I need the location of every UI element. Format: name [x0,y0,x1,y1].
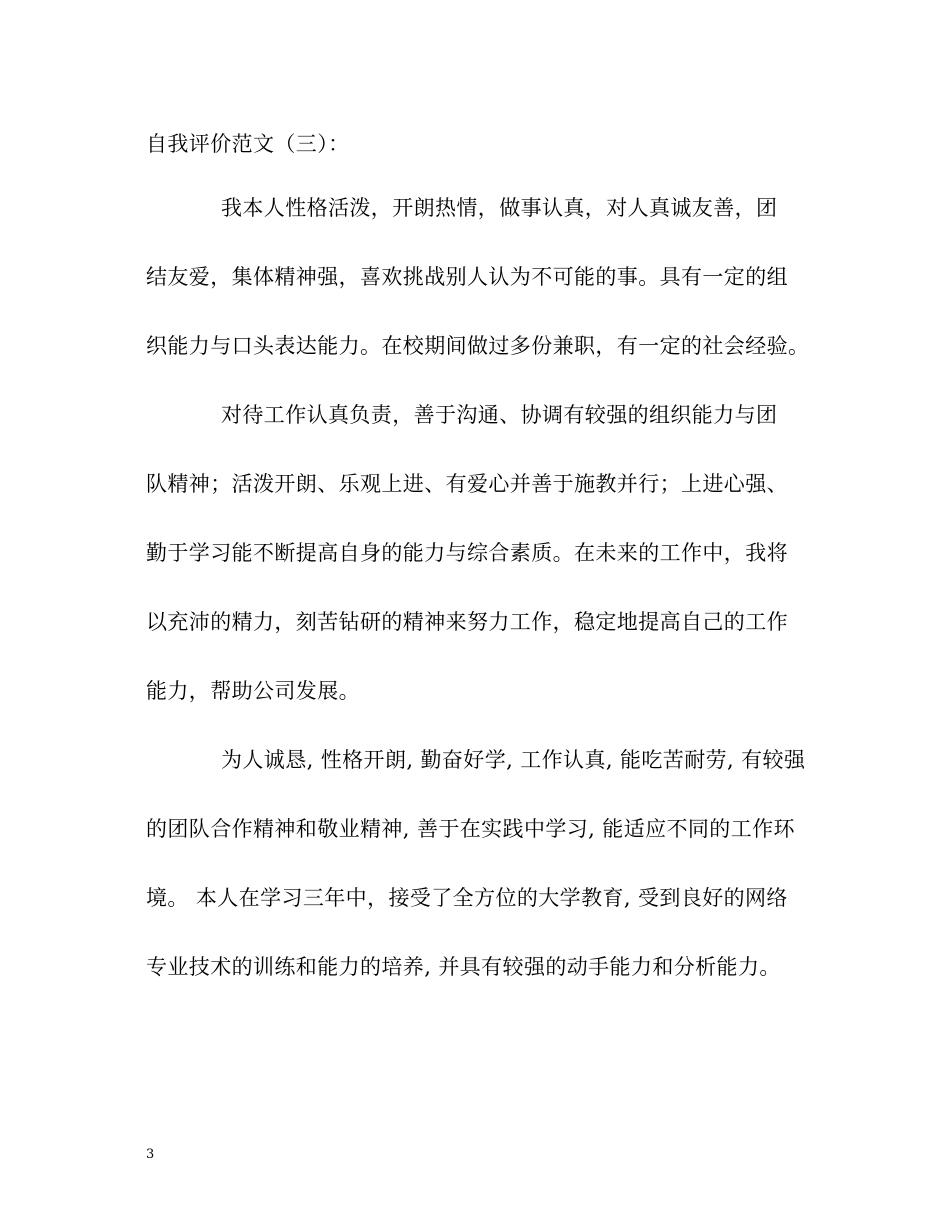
paragraph-line: 以充沛的精力，刻苦钻研的精神来努力工作，稳定地提高自己的工作 [146,610,788,634]
paragraph-line: 能力，帮助公司发展。 [146,679,360,703]
paragraph-line: 我本人性格活泼，开朗热情，做事认真，对人真诚友善，团 [221,196,778,220]
paragraph-line: 境。 本人在学习三年中，接受了全方位的大学教育, 受到良好的网络 [146,886,788,910]
heading: 自我评价范文（三）： [146,132,350,156]
paragraph-line: 队精神；活泼开朗、乐观上进、有爱心并善于施教并行；上进心强、 [146,472,788,496]
paragraph-line: 专业技术的训练和能力的培养, 并具有较强的动手能力和分析能力。 [146,955,781,979]
paragraph-line: 对待工作认真负责，善于沟通、协调有较强的组织能力与团 [221,403,778,427]
paragraph-line: 勤于学习能不断提高自身的能力与综合素质。在未来的工作中，我将 [146,541,788,565]
paragraph-line: 结友爱，集体精神强，喜欢挑战别人认为不可能的事。具有一定的组 [146,265,788,289]
page-number: 3 [146,1147,155,1162]
paragraph-line: 织能力与口头表达能力。在校期间做过多份兼职，有一定的社会经验。 [146,334,810,358]
paragraph-line: 为人诚恳, 性格开朗, 勤奋好学, 工作认真, 能吃苦耐劳, 有较强 [221,748,806,772]
paragraph-line: 的团队合作精神和敬业精神, 善于在实践中学习, 能适应不同的工作环 [146,817,795,841]
